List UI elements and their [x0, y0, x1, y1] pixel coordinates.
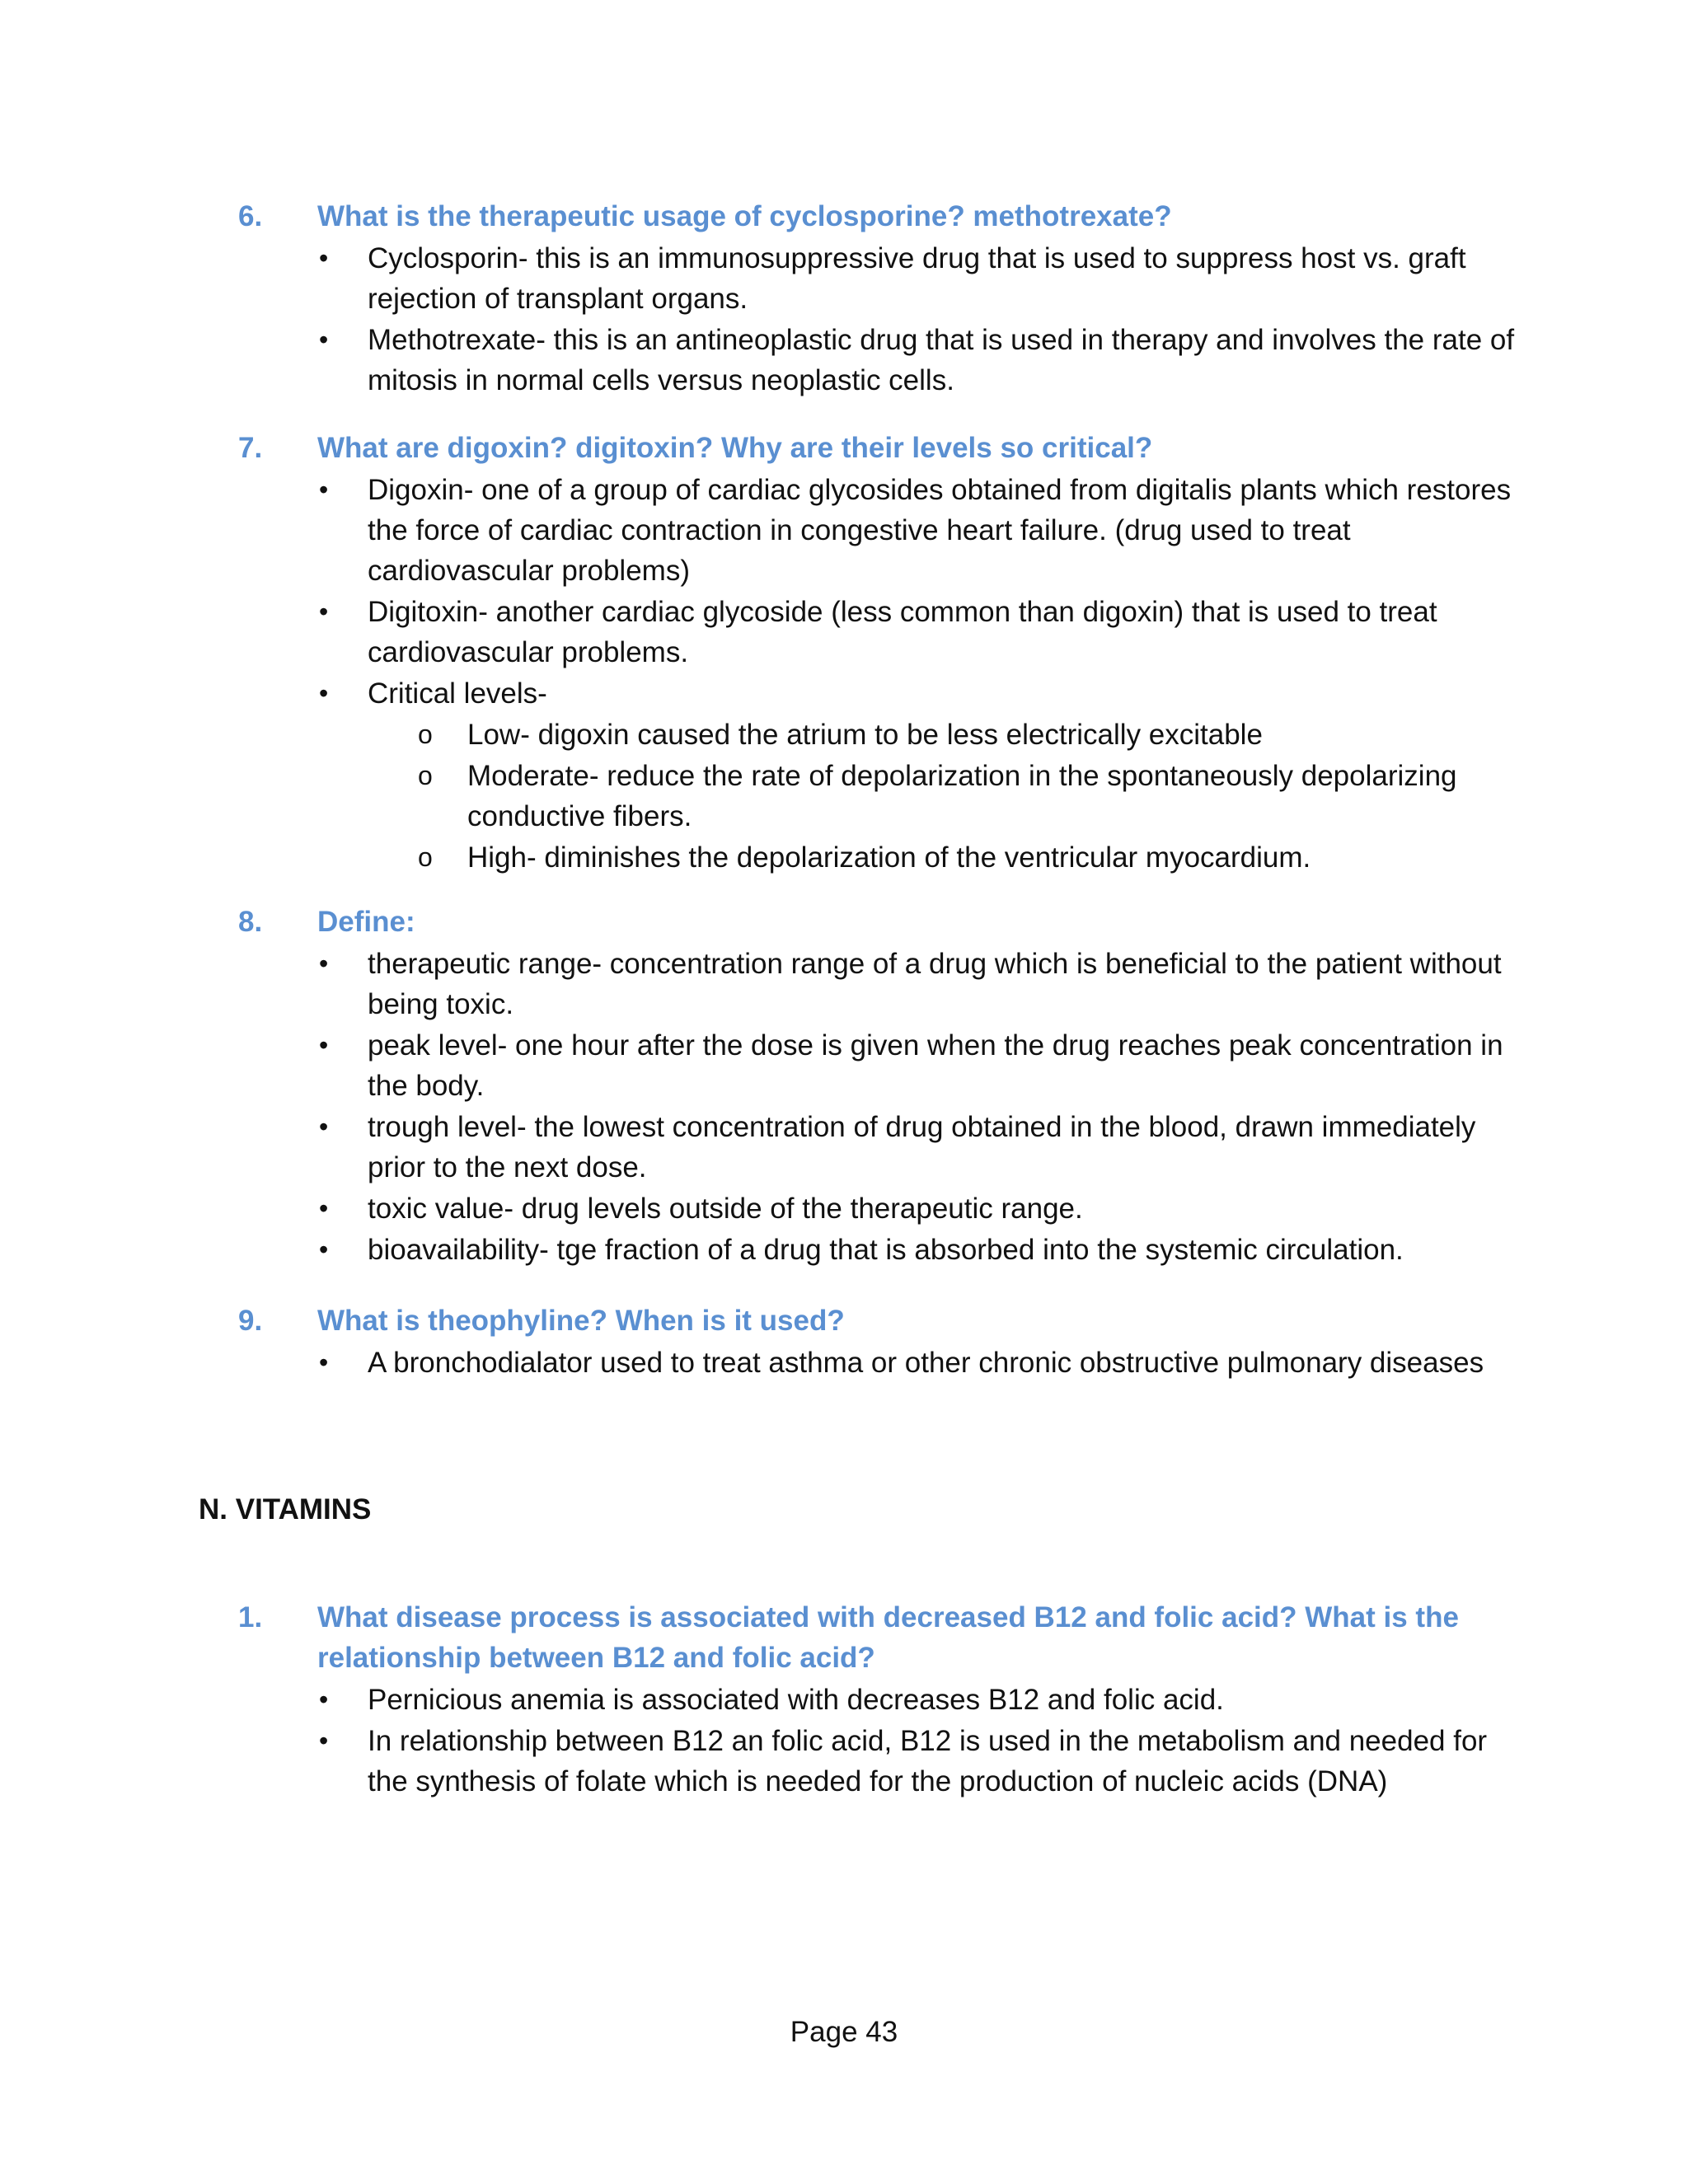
question-number: 6.	[238, 200, 263, 232]
sub-list-item-text: Moderate- reduce the rate of depolarization in the spontaneously depolarizing conductive fibers.	[467, 760, 1457, 832]
bullet-icon: •	[319, 475, 329, 504]
bullet-icon: •	[319, 1235, 329, 1264]
critical-levels-list	[238, 715, 1524, 878]
question-number: 8.	[238, 906, 263, 938]
list-item-text: A bronchodialator used to treat asthma or other chronic obstructive pulmonary diseases	[368, 1347, 1484, 1379]
list-item-text: toxic value- drug levels outside of the therapeutic range.	[368, 1193, 1083, 1225]
bullet-icon: •	[319, 243, 329, 273]
question-number: 9.	[238, 1305, 263, 1337]
list-item-text: Cyclosporin- this is an immunosuppressive drug that is used to suppress host vs. graft rejection of transplant organs.	[368, 242, 1466, 315]
question-6-block	[238, 196, 1524, 401]
bullet-icon: •	[319, 597, 329, 626]
list-item	[238, 673, 1524, 714]
sub-list-item	[238, 756, 1524, 837]
answer-list	[238, 238, 1524, 401]
list-item	[238, 1343, 1524, 1383]
question-7-heading	[238, 428, 1524, 468]
question-6-heading	[238, 196, 1524, 237]
vitamins-question-1-heading	[238, 1597, 1524, 1678]
list-item-text: bioavailability- tge fraction of a drug that is absorbed into the systemic circulation.	[368, 1234, 1404, 1266]
list-item	[238, 1230, 1524, 1270]
question-text: What is theophyline? When is it used?	[317, 1305, 845, 1337]
vitamins-question-1-block	[238, 1597, 1524, 1802]
sub-list-item	[238, 837, 1524, 878]
bullet-icon: •	[319, 678, 329, 708]
list-item-text: peak level- one hour after the dose is given when the drug reaches peak concentration in the body.	[368, 1029, 1503, 1102]
question-8-heading	[238, 902, 1524, 942]
bullet-icon: •	[319, 1112, 329, 1141]
question-8-block	[238, 902, 1524, 1271]
bullet-icon: •	[319, 325, 329, 354]
section-heading: N. VITAMINS	[199, 1493, 372, 1526]
list-item-text: Pernicious anemia is associated with decreases B12 and folic acid.	[368, 1684, 1224, 1716]
question-number: 7.	[238, 432, 263, 464]
question-text: What is the therapeutic usage of cyclosporine? methotrexate?	[317, 200, 1172, 232]
bullet-icon: •	[319, 1726, 329, 1755]
question-7-block	[238, 428, 1524, 879]
sub-list-item	[238, 715, 1524, 755]
bullet-icon: •	[319, 1030, 329, 1060]
circle-bullet-icon: o	[418, 761, 433, 790]
list-item-text: trough level- the lowest concentration of drug obtained in the blood, drawn immediately prior to the next dose.	[368, 1111, 1476, 1183]
list-item	[238, 1721, 1524, 1802]
list-item-text: In relationship between B12 an folic acid, B12 is used in the metabolism and needed for the synthesis of folate which is needed for the production of nucleic acids (DNA)	[368, 1725, 1488, 1797]
question-text: What are digoxin? digitoxin? Why are their levels so critical?	[317, 432, 1153, 464]
question-number: 1.	[238, 1601, 263, 1633]
list-item	[238, 592, 1524, 673]
list-item-text: Digitoxin- another cardiac glycoside (less common than digoxin) that is used to treat cardiovascular problems.	[368, 596, 1437, 668]
list-item	[238, 944, 1524, 1024]
list-item	[238, 1025, 1524, 1106]
circle-bullet-icon: o	[418, 719, 433, 749]
definitions-list	[238, 944, 1524, 1270]
list-item	[238, 470, 1524, 591]
question-9-heading	[238, 1301, 1524, 1341]
list-item-text: Methotrexate- this is an antineoplastic drug that is used in therapy and involves the rate of mitosis in normal cells versus neoplastic cells.	[368, 324, 1515, 396]
list-item-text: Critical levels-	[368, 677, 547, 710]
list-item	[238, 1680, 1524, 1720]
list-item-text: Digoxin- one of a group of cardiac glycosides obtained from digitalis plants which restores the force of cardiac contraction in congestive heart failure. (drug used to treat cardiovascular problems)	[368, 474, 1512, 587]
answer-list	[238, 1343, 1524, 1383]
bullet-icon: •	[319, 1685, 329, 1714]
page-number: Page 43	[790, 2016, 898, 2048]
question-text: What disease process is associated with decreased B12 and folic acid? What is the relationship between B12 and folic acid?	[317, 1601, 1459, 1674]
question-text: Define:	[317, 906, 415, 938]
bullet-icon: •	[319, 1347, 329, 1377]
circle-bullet-icon: o	[418, 842, 433, 872]
answer-list	[238, 1680, 1524, 1802]
answer-list	[238, 470, 1524, 714]
bullet-icon: •	[319, 1193, 329, 1223]
question-9-block	[238, 1301, 1524, 1384]
list-item	[238, 320, 1524, 401]
list-item	[238, 238, 1524, 319]
list-item	[238, 1188, 1524, 1229]
list-item-text: therapeutic range- concentration range of a drug which is beneficial to the patient without being toxic.	[368, 948, 1502, 1020]
sub-list-item-text: Low- digoxin caused the atrium to be less electrically excitable	[467, 719, 1263, 751]
list-item	[238, 1107, 1524, 1188]
sub-list-item-text: High- diminishes the depolarization of the ventricular myocardium.	[467, 841, 1311, 874]
bullet-icon: •	[319, 949, 329, 978]
